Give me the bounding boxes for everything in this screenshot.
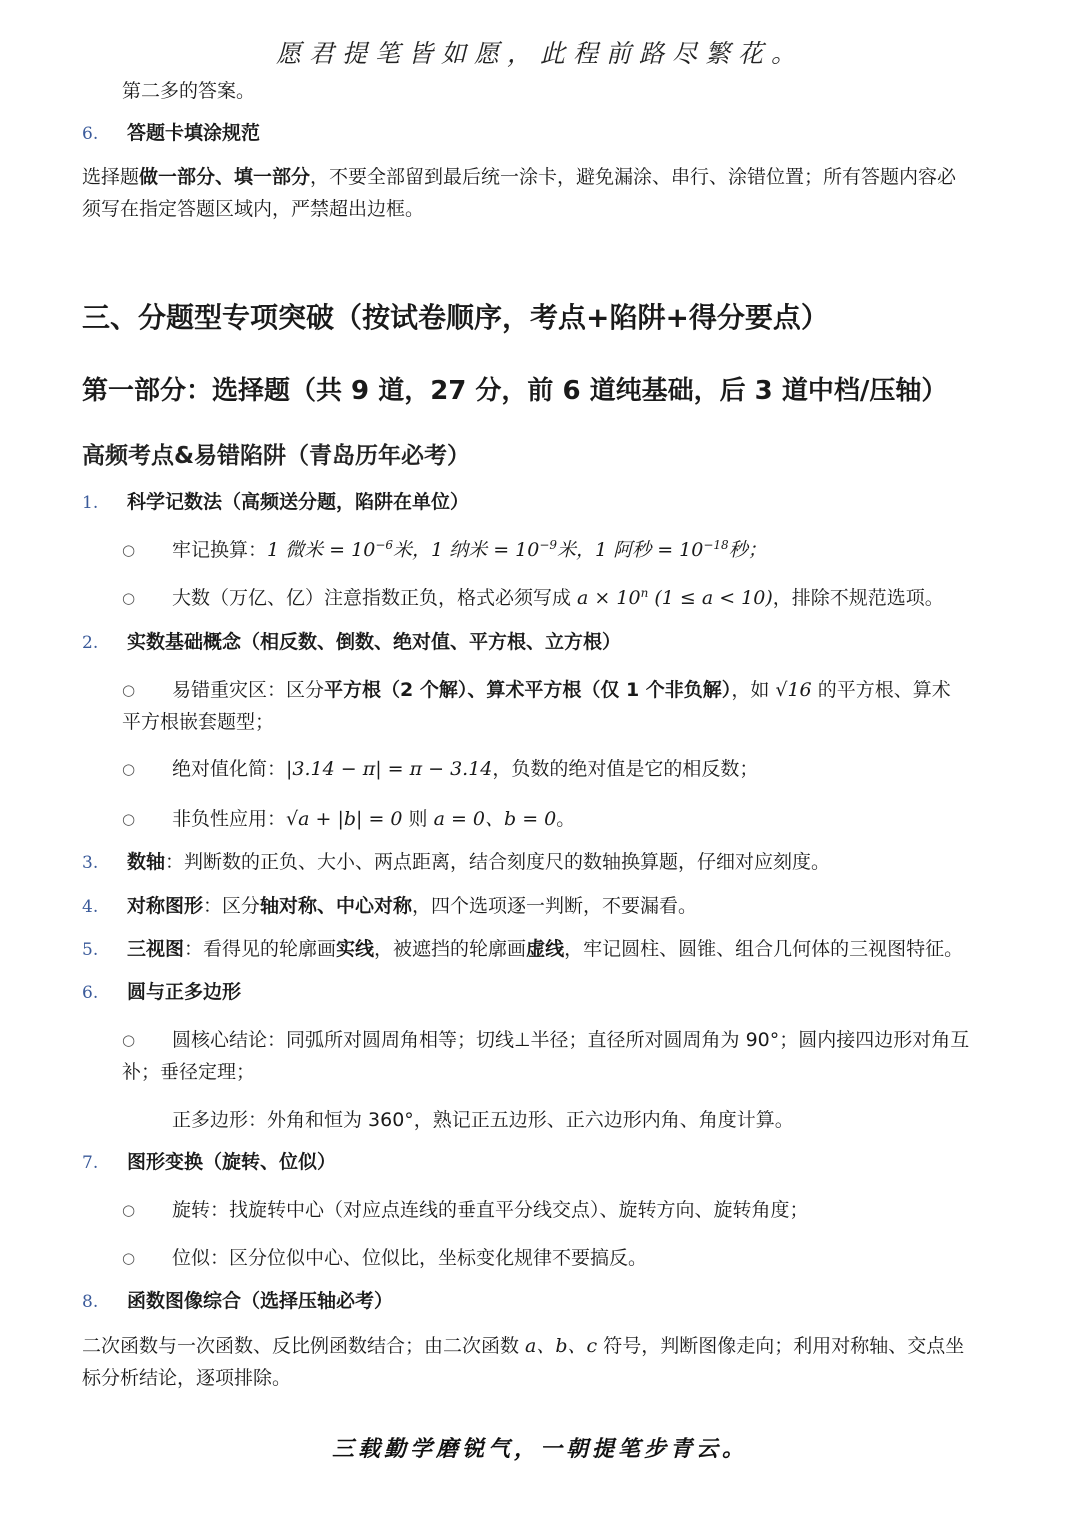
bullet-text-rotation: 旋转：找旋转中心（对应点连线的垂直平分线交点）、旋转方向、旋转角度； xyxy=(172,1199,809,1221)
bullet-text-circle-conclusions-line2: 补；垂径定理； xyxy=(122,1061,256,1083)
function-graph-paragraph-line1: 二次函数与一次函数、反比例函数结合；由二次函数 a、b、c 符号，判断图像走向；利用对称轴、交点坐 xyxy=(82,1335,965,1357)
bullet-text-absolute-value: 绝对值化简：|3.14 − π| = π − 3.14，负数的绝对值是它的相反数； xyxy=(172,758,759,780)
subheading: 高频考点&易错陷阱（青岛历年必考） xyxy=(82,443,471,469)
footer-motto: 三载勤学磨锐气，一朝提笔步青云。 xyxy=(331,1436,748,1462)
bullet-circle-icon: ○ xyxy=(122,1031,136,1049)
bullet-text-polygon: 正多边形：外角和恒为 360°，熟记正五边形、正六边形内角、角度计算。 xyxy=(172,1109,794,1131)
bullet-circle-icon: ○ xyxy=(122,810,136,828)
bullet-circle-icon: ○ xyxy=(122,541,136,559)
item-title: 图形变换（旋转、位似） xyxy=(127,1151,337,1173)
part-title: 第一部分：选择题（共 9 道，27 分，前 6 道纯基础，后 3 道中档/压轴） xyxy=(82,376,948,406)
answer-sheet-paragraph-line1: 选择题做一部分、填一部分，不要全部留到最后统一涂卡，避免漏涂、串行、涂错位置；所有答题内容必 xyxy=(82,166,957,188)
item-number: 1. xyxy=(82,493,99,513)
answer-sheet-paragraph-line2: 须写在指定答题区域内，严禁超出边框。 xyxy=(82,198,425,220)
bullet-text-large-numbers: 大数（万亿、亿）注意指数正负，格式必须写成 $a \times 10^n$ (1 ≤ a < 10)，排除不规范选项。 xyxy=(172,586,944,609)
item-number: 5. xyxy=(82,940,99,960)
section-title: 三、分题型专项突破（按试卷顺序，考点+陷阱+得分要点） xyxy=(82,301,829,334)
item-number: 6. xyxy=(82,983,99,1003)
bullet-circle-icon: ○ xyxy=(122,681,136,699)
item-title: 圆与正多边形 xyxy=(127,981,242,1003)
bullet-text-nonnegativity: 非负性应用：√a + |b| = 0 则 a = 0、b = 0。 xyxy=(172,808,576,830)
item-number: 4. xyxy=(82,897,99,917)
bullet-circle-icon: ○ xyxy=(122,760,136,778)
bullet-circle-icon: ○ xyxy=(122,589,136,607)
item-title: 实数基础概念（相反数、倒数、绝对值、平方根、立方根） xyxy=(127,631,622,653)
item-number: 8. xyxy=(82,1292,99,1312)
item-number-line: 数轴：判断数的正负、大小、两点距离，结合刻度尺的数轴换算题，仔细对应刻度。 xyxy=(127,851,831,873)
item-title: 函数图像综合（选择压轴必考） xyxy=(127,1290,394,1312)
bullet-text-square-root: 易错重灾区：区分平方根（2 个解）、算术平方根（仅 1 个非负解），如 √16 的平方根、算术 xyxy=(172,679,951,701)
bullet-text-unit-conversion: 牢记换算：1 微米 = $10^{-6}$米，1 纳米 = $10^{-9}$米，1 阿秒 = $10^{-18}$秒； xyxy=(172,538,767,561)
prev-section-tail: 第二多的答案。 xyxy=(122,80,256,102)
item-number: 7. xyxy=(82,1153,99,1173)
item-title: 科学记数法（高频送分题，陷阱在单位） xyxy=(127,491,470,513)
item-symmetry: 对称图形：区分轴对称、中心对称，四个选项逐一判断，不要漏看。 xyxy=(127,895,698,917)
bullet-text-circle-conclusions: 圆核心结论：同弧所对圆周角相等；切线⊥半径；直径所对圆周角为 90°；圆内接四边形对角互 xyxy=(172,1029,970,1051)
bullet-text-homothety: 位似：区分位似中心、位似比，坐标变化规律不要搞反。 xyxy=(172,1247,648,1269)
function-graph-paragraph-line2: 标分析结论，逐项排除。 xyxy=(82,1367,292,1389)
item-title-answer-sheet: 答题卡填涂规范 xyxy=(127,122,261,144)
item-number: 3. xyxy=(82,853,99,873)
bullet-text-square-root-line2: 平方根嵌套题型； xyxy=(122,711,275,733)
header-motto: 愿君提笔皆如愿，此程前路尽繁花。 xyxy=(275,39,804,68)
item-three-views: 三视图：看得见的轮廓画实线，被遮挡的轮廓画虚线，牢记圆柱、圆锥、组合几何体的三视图特征。 xyxy=(127,938,964,960)
item-number: 6. xyxy=(82,124,99,144)
bullet-circle-icon: ○ xyxy=(122,1201,136,1219)
item-number: 2. xyxy=(82,633,99,653)
bullet-circle-icon: ○ xyxy=(122,1249,136,1267)
